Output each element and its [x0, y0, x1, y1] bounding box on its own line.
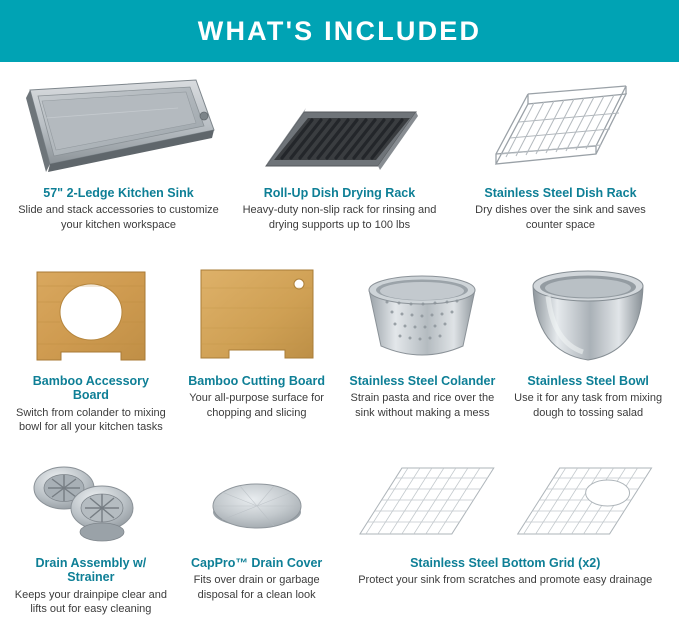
- accessory-row-1: [8, 68, 671, 256]
- colander-icon: [346, 256, 500, 374]
- accessory-description: Use it for any task from mixing dough to tossing salad: [514, 392, 663, 419]
- accessory-title: Stainless Steel Bottom Grid (x2): [410, 556, 601, 570]
- accessory-row-3: [8, 448, 671, 616]
- accessory-title: Roll-Up Dish Drying Rack: [263, 186, 416, 200]
- accessory-description: Fits over drain or garbage disposal for a clean look: [193, 574, 320, 601]
- accessory-item-accessory-board: [8, 256, 174, 448]
- product-accessory-grid: [0, 62, 679, 616]
- accessory-caption: [346, 556, 666, 588]
- accessory-title: Bamboo Accessory Board: [32, 374, 149, 403]
- accessory-description: Dry dishes over the sink and saves counter space: [475, 204, 646, 231]
- accessory-caption: [456, 186, 665, 232]
- accessory-item-colander: [340, 256, 506, 448]
- accessory-description: Your all-purpose surface for chopping and slicing: [189, 392, 324, 419]
- accessory-item-drain-assembly: [8, 448, 174, 616]
- accessory-caption: [346, 374, 500, 420]
- accessory-title: Bamboo Cutting Board: [188, 374, 326, 388]
- accessory-description: Keeps your drainpipe clear and lifts out for easy cleaning: [14, 588, 167, 616]
- accessory-item-roll-up-rack: [229, 68, 450, 256]
- accessory-row-2: [8, 256, 671, 448]
- accessory-item-drain-cover: [174, 448, 340, 616]
- accessory-title: 57" 2-Ledge Kitchen Sink: [43, 186, 194, 200]
- accessory-description: Slide and stack accessories to customize your kitchen workspace: [18, 204, 219, 231]
- accessory-item-cutting-board: [174, 256, 340, 448]
- drain-cover-icon: [180, 448, 334, 556]
- accessory-caption: [180, 556, 334, 602]
- accessory-caption: [14, 374, 168, 435]
- drain-assembly-strainer-icon: [14, 448, 168, 556]
- accessory-item-dish-rack: [450, 68, 671, 256]
- accessory-caption: [511, 374, 665, 420]
- bamboo-accessory-board-icon: [14, 256, 168, 374]
- accessory-caption: [235, 186, 444, 232]
- accessory-item-kitchen-sink: [8, 68, 229, 256]
- accessory-caption: [14, 186, 223, 232]
- accessory-caption: [14, 556, 168, 617]
- dish-rack-icon: [456, 68, 665, 186]
- accessory-item-bottom-grid: [340, 448, 672, 616]
- bamboo-cutting-board-icon: [180, 256, 334, 374]
- whats-included-banner: [0, 0, 679, 62]
- accessory-description: Strain pasta and rice over the sink without making a mess: [350, 392, 495, 419]
- page-title: WHAT'S INCLUDED: [197, 15, 482, 46]
- roll-up-dish-drying-rack-icon: [235, 68, 444, 186]
- accessory-description: Heavy-duty non-slip rack for rinsing and drying supports up to 100 lbs: [242, 204, 437, 231]
- accessory-description: Switch from colander to mixing bowl for all your kitchen tasks: [15, 406, 166, 434]
- accessory-title: Drain Assembly w/ Strainer: [35, 556, 147, 585]
- accessory-title: CapPro™ Drain Cover: [190, 556, 323, 570]
- mixing-bowl-icon: [511, 256, 665, 374]
- bottom-grid-icon: [346, 448, 666, 556]
- accessory-title: Stainless Steel Bowl: [527, 374, 649, 388]
- accessory-title: Stainless Steel Dish Rack: [484, 186, 637, 200]
- kitchen-sink-icon: [14, 68, 223, 186]
- accessory-description: Protect your sink from scratches and promote easy drainage: [358, 574, 653, 587]
- accessory-item-mixing-bowl: [505, 256, 671, 448]
- accessory-caption: [180, 374, 334, 420]
- accessory-title: Stainless Steel Colander: [349, 374, 496, 388]
